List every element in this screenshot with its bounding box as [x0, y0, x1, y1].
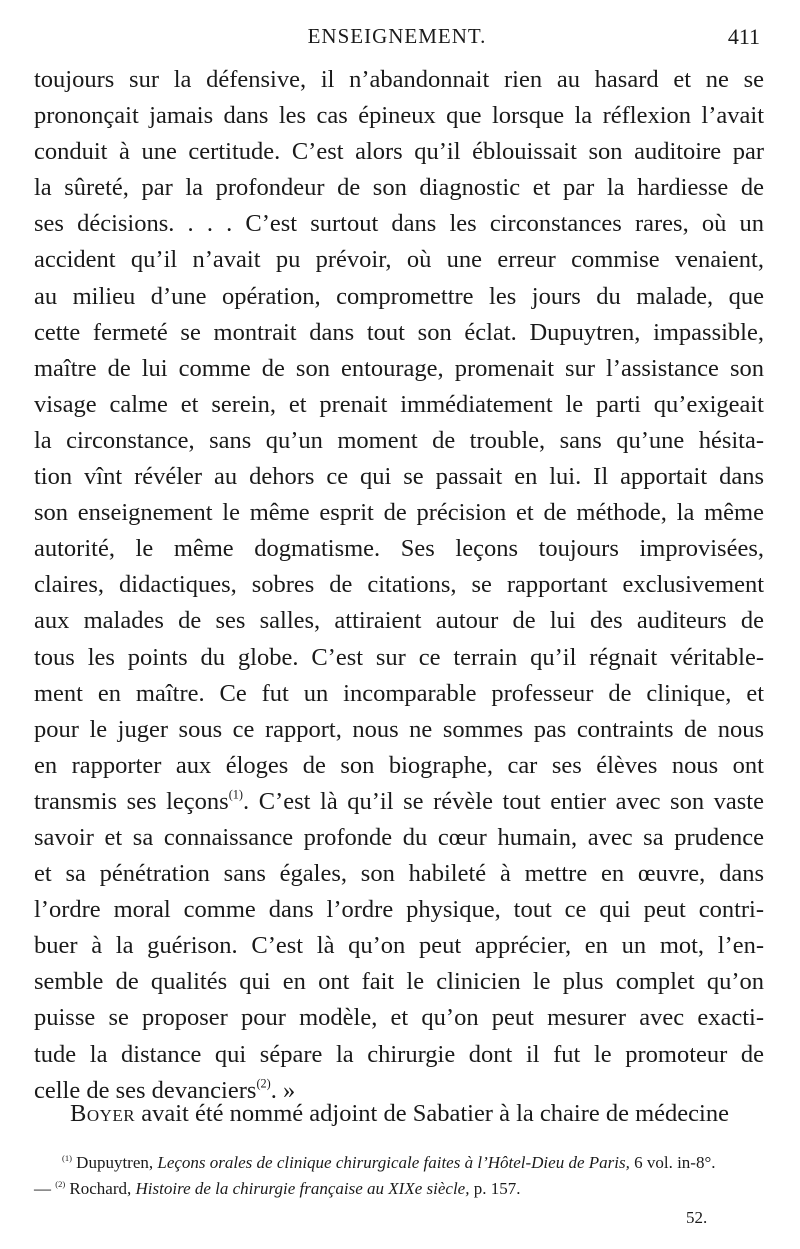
text-line: conduit à une certitude. C’est alors qu’il éblouissait son auditoire par	[34, 138, 764, 166]
text-line: aux malades de ses salles, attiraient autour de lui des auditeurs de	[34, 607, 764, 635]
text-line: la circonstance, sans qu’un moment de trouble, sans qu’une hésita-	[34, 426, 764, 454]
text-line: prononçait jamais dans les cas épineux que lorsque la réflexion l’avait	[34, 102, 764, 130]
footnote-dash: —	[34, 1179, 56, 1198]
text-segment: transmis ses leçons	[34, 787, 229, 815]
footnote-mark: (1)	[62, 1152, 72, 1163]
text-line: tude la distance qui sépare la chirurgie dont il fut le promoteur de	[34, 1040, 764, 1068]
footnote-1	[34, 1150, 774, 1176]
text-line: autorité, le même dogmatisme. Ses leçons toujours improvisées,	[34, 535, 764, 563]
footnote-ref-1[interactable]: (1)	[228, 787, 244, 802]
text-line: buer à la guérison. C’est là qu’on peut apprécier, en un mot, l’en-	[34, 932, 764, 960]
text-line: la sûreté, par la profondeur de son diagnostic et par la hardiesse de	[34, 174, 764, 202]
running-head	[34, 24, 760, 54]
text-line: puisse se proposer pour modèle, et qu’on peut mesurer avec exacti-	[34, 1004, 764, 1032]
text-line: semble de qualités qui en ont fait le clinicien le plus complet qu’on	[34, 968, 764, 996]
text-line: visage calme et serein, et prenait immédiatement le parti qu’exigeait	[34, 390, 764, 418]
footnote-author: Rochard,	[65, 1179, 136, 1198]
text-line: l’ordre moral comme dans l’ordre physique, tout ce qui peut contri-	[34, 896, 764, 924]
text-line: maître de lui comme de son entourage, promenait sur l’assistance son	[34, 354, 764, 382]
text-segment: celle de ses devanciers	[34, 1076, 257, 1104]
text-line: ses décisions. . . . C’est surtout dans les circonstances rares, où un	[34, 210, 764, 238]
running-title: ENSEIGNEMENT.	[307, 24, 487, 48]
page-number: 411	[727, 24, 760, 49]
footnote-mark: (2)	[55, 1178, 66, 1189]
text-line: pour le juger sous ce rapport, nous ne sommes pas contraints de nous	[34, 715, 764, 743]
text-line: savoir et sa connaissance profonde du cœur humain, avec sa prudence	[34, 823, 764, 851]
body-paragraph	[34, 62, 764, 1109]
footnote-ref-2[interactable]: (2)	[256, 1076, 271, 1091]
text-segment: . »	[270, 1076, 296, 1104]
text-line: accident qu’il n’avait pu prévoir, où une erreur commise venaient,	[34, 246, 764, 274]
text-line-with-note-1	[34, 784, 764, 820]
footnote-title: Leçons orales de clinique chirurgicale faites à l’Hôtel-Dieu de Paris,	[157, 1153, 630, 1172]
text-line: tous les points du globe. C’est sur ce terrain qu’il régnait véritable-	[34, 643, 764, 671]
footnote-tail: p. 157.	[469, 1179, 521, 1198]
text-line: en rapporter aux éloges de son biographe, car ses élèves nous ont	[34, 751, 764, 779]
text-line: cette fermeté se montrait dans tout son éclat. Dupuytren, impassible,	[34, 318, 764, 346]
footnote-author: Dupuytren,	[71, 1153, 158, 1172]
small-caps-name: Boyer	[70, 1100, 136, 1127]
text-line: claires, didactiques, sobres de citations, se rapportant exclusivement	[34, 571, 764, 599]
text-line: ment en maître. Ce fut un incomparable professeur de clinique, et	[34, 679, 764, 707]
footnote-tail: 6 vol. in-8°.	[629, 1153, 716, 1172]
footnote-title: Histoire de la chirurgie française au XIXe siècle,	[135, 1179, 470, 1198]
text-line: et sa pénétration sans égales, son habileté à mettre en œuvre, dans	[34, 860, 764, 888]
text-line: au milieu d’une opération, compromettre les jours du malade, que	[34, 282, 764, 310]
footnote-2	[34, 1176, 774, 1202]
text-line: son enseignement le même esprit de précision et de méthode, la même	[34, 499, 764, 527]
text-segment: avait été nommé adjoint de Sabatier à la chaire de médecine	[135, 1100, 729, 1127]
text-line: toujours sur la défensive, il n’abandonnait rien au hasard et ne se	[34, 66, 764, 93]
footnotes	[34, 1150, 774, 1202]
text-segment: . C’est là qu’il se révèle tout entier avec son vaste	[243, 787, 764, 815]
printer-signature: 52.	[686, 1208, 708, 1227]
text-line: tion vînt révéler au dehors ce qui se passait en lui. Il apportait dans	[34, 463, 764, 491]
next-paragraph	[34, 1096, 764, 1132]
